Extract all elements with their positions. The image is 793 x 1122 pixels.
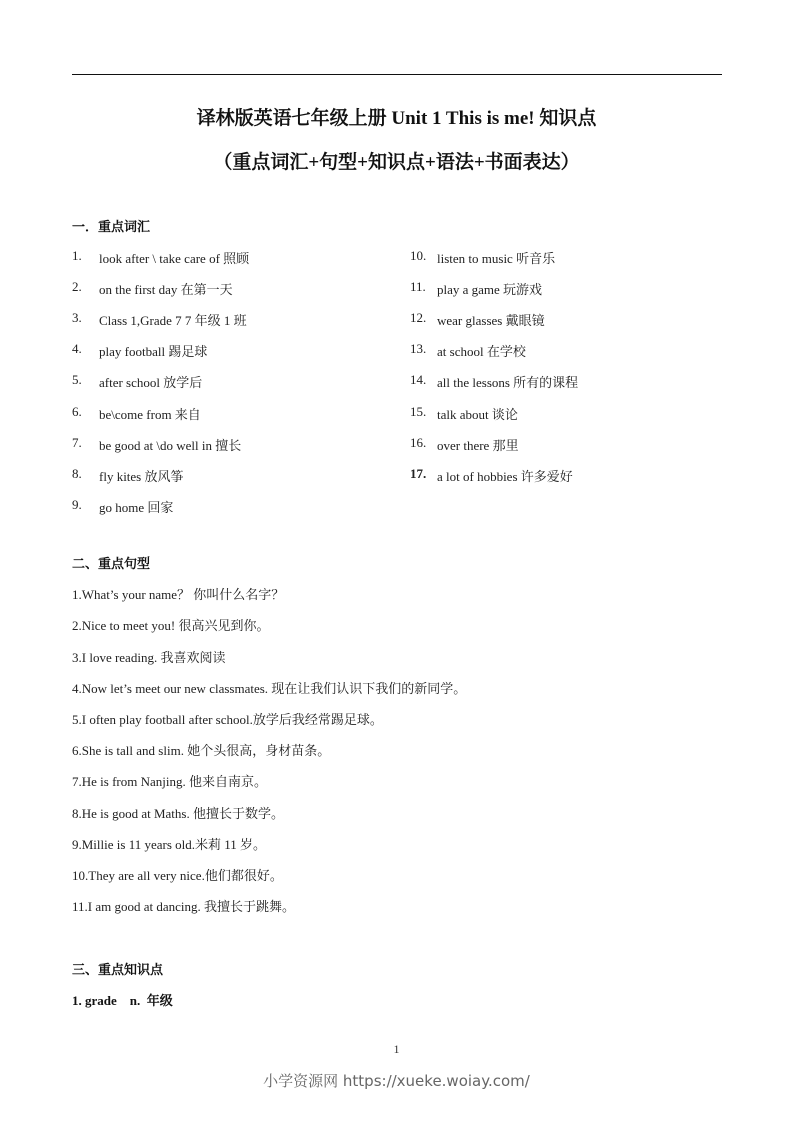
vocab-number: 8. — [72, 466, 82, 481]
sentence-item: 2.Nice to meet you! 很高兴见到你。 — [72, 618, 270, 633]
knowledge-point-item: 1. grade n. 年级 — [72, 993, 173, 1008]
document-title: 译林版英语七年级上册 Unit 1 This is me! 知识点 — [196, 108, 597, 129]
vocab-text: after school 放学后 — [99, 375, 203, 390]
vocab-text: look after \ take care of 照顾 — [99, 251, 250, 266]
sentence-item: 8.He is good at Maths. 他擅长于数学。 — [72, 806, 284, 821]
vocab-text: talk about 谈论 — [437, 407, 518, 422]
vocab-number: 6. — [72, 404, 82, 419]
vocab-text: listen to music 听音乐 — [437, 251, 556, 266]
document-subtitle: （重点词汇+句型+知识点+语法+书面表达） — [213, 152, 580, 173]
vocab-number: 16. — [410, 435, 427, 450]
sentence-item: 1.What’s your name？ 你叫什么名字？ — [72, 587, 285, 602]
vocab-text: play a game 玩游戏 — [437, 282, 543, 297]
vocab-number: 17. — [410, 466, 427, 481]
sentence-item: 4.Now let’s meet our new classmates. 现在让我们认识下我们的新同学。 — [72, 681, 467, 696]
vocab-number: 14. — [410, 372, 427, 387]
sentence-item: 5.I often play football after school.放学后我经常踢足球。 — [72, 712, 383, 727]
vocab-number: 15. — [410, 404, 427, 419]
vocab-number: 3. — [72, 310, 82, 325]
sentence-item: 3.I love reading. 我喜欢阅读 — [72, 650, 226, 665]
vocab-text: a lot of hobbies 许多爱好 — [437, 469, 573, 484]
vocab-text: fly kites 放风筝 — [99, 469, 184, 484]
vocab-text: wear glasses 戴眼镜 — [437, 313, 545, 328]
header-rule — [72, 74, 722, 75]
vocab-number: 1. — [72, 248, 82, 263]
vocab-number: 12. — [410, 310, 427, 325]
sentence-item: 11.I am good at dancing. 我擅长于跳舞。 — [72, 899, 296, 914]
section-heading-sentences: 二、重点句型 — [72, 557, 151, 572]
vocab-number: 13. — [410, 341, 427, 356]
vocab-number: 10. — [410, 248, 427, 263]
sentence-item: 9.Millie is 11 years old.米莉 11 岁。 — [72, 837, 267, 852]
vocab-number: 7. — [72, 435, 82, 450]
vocab-text: go home 回家 — [99, 500, 174, 515]
vocab-text: Class 1,Grade 7 7 年级 1 班 — [99, 313, 247, 328]
watermark-text: 小学资源网 https://xueke.woiay.com/ — [263, 1072, 530, 1090]
vocab-text: on the first day 在第一天 — [99, 282, 233, 297]
vocab-text: over there 那里 — [437, 438, 519, 453]
section-heading-vocabulary: 一．重点词汇 — [72, 220, 151, 235]
vocab-text: be\come from 来自 — [99, 407, 201, 422]
vocab-text: at school 在学校 — [437, 344, 526, 359]
vocab-number: 5. — [72, 372, 82, 387]
vocab-number: 9. — [72, 497, 82, 512]
vocab-number: 2. — [72, 279, 82, 294]
vocab-text: play football 踢足球 — [99, 344, 208, 359]
sentence-item: 10.They are all very nice.他们都很好。 — [72, 868, 283, 883]
vocab-number: 4. — [72, 341, 82, 356]
page-number: 1 — [393, 1042, 400, 1056]
vocab-text: all the lessons 所有的课程 — [437, 375, 579, 390]
section-heading-knowledge-points: 三、重点知识点 — [72, 963, 164, 978]
sentence-item: 6.She is tall and slim. 她个头很高，身材苗条。 — [72, 743, 331, 758]
vocab-text: be good at \do well in 擅长 — [99, 438, 242, 453]
sentence-item: 7.He is from Nanjing. 他来自南京。 — [72, 774, 267, 789]
vocab-number: 11. — [410, 279, 426, 294]
